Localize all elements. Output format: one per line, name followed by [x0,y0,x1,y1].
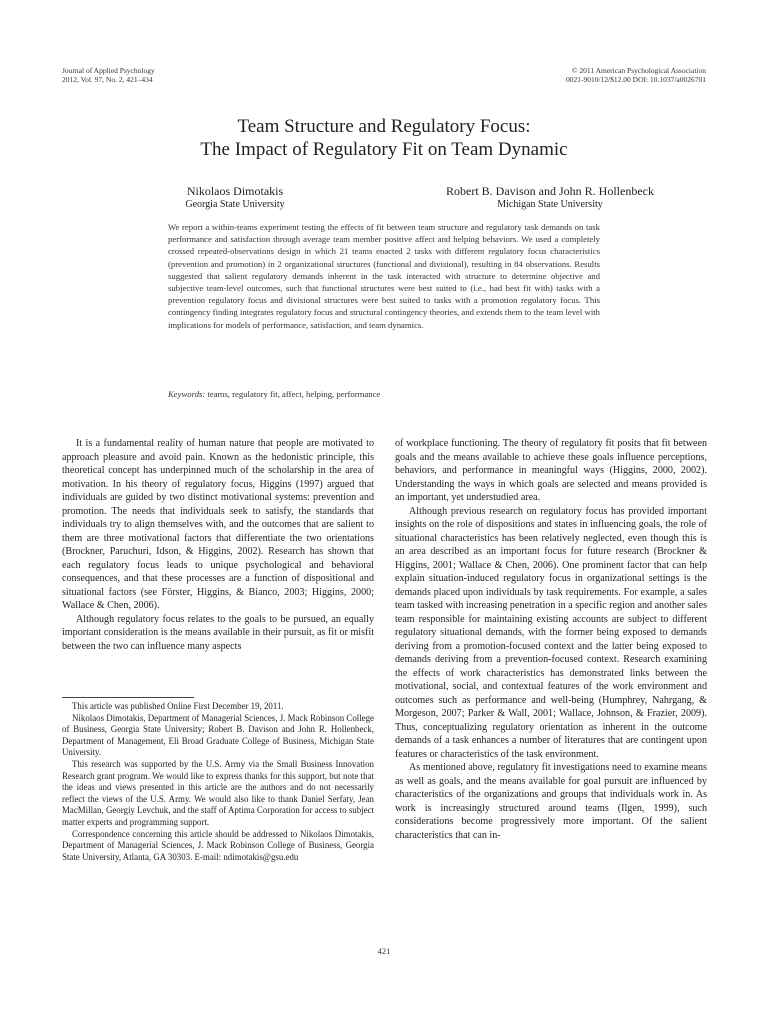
copyright-header [566,66,706,84]
body-column-left [62,437,374,653]
keywords-list: teams, regulatory fit, affect, helping, performance [205,389,381,399]
keywords-label: Keywords: [168,389,206,399]
doi-line: 0021-9010/12/$12.00 DOI: 10.1037/a0026701 [566,75,706,84]
author-block-2 [410,184,690,211]
journal-name: Journal of Applied Psychology [62,66,155,75]
author-affiliation: Michigan State University [497,199,603,210]
body-paragraph: It is a fundamental reality of human nature that people are motivated to approach pleasure and avoid pain. Known as the hedonistic principle, this theoretical concept has underpinned much of the scholarship in the area of motivation. In his theory of regulatory focus, Higgins (1997) argued that individuals are guided by two distinct motivational systems: prevention and promotion. The needs that individuals seek to satisfy, the standards that individuals try to align themselves with, and the outcomes that are salient to them are three motivational factors that differentiate the two orientations (Brockner, Paruchuri, Idson, & Higgins, 2002). Research has shown that each regulatory focus leads to unique psychological and behavioral consequences, and that these processes are a function of dispositional and situational factors (see Förster, Higgins, & Bianco, 2003; Higgins, 2000; Wallace & Chen, 2006). [62,438,374,611]
footnote: This article was published Online First December 19, 2011. [72,701,284,711]
abstract: We report a within-teams experiment testing the effects of fit between team structure and regulatory task demands on task performance and satisfaction through average team member positive affect and helping behaviors. We used a completely crossed repeated-observations design in which 21 teams enacted 2 tasks with different regulatory focus characteristics (prevention and promotion) in 2 organizational structures (functional and divisional), resulting in 84 observations. Results suggested that salient regulatory demands inherent in the task interacted with structure to determine objective and subjective team-level outcomes, such that functional structures were best suited to (i.e., had best fit with) tasks with a prevention regulatory focus and divisional structures were best suited to tasks with a promotion regulatory focus. This contingency finding integrates regulatory focus and structural contingency theories, and extends them to the team level with implications for models of performance, satisfaction, and team dynamics. [168,222,600,330]
copyright-notice: © 2011 American Psychological Association [571,66,706,75]
author-name: Robert B. Davison and John R. Hollenbeck [446,184,654,198]
author-name: Nikolaos Dimotakis [186,184,284,198]
body-column-right [395,437,707,842]
body-paragraph: Although previous research on regulatory focus has provided important insights on the role of dispositions and states in influencing goals, the role of situational characteristics has been relatively neglected, even though this is an area described as an important focus for future research (Brockner & Higgins, 2001; Wallace & Chen, 2006). One prominent factor that can help explain situation-induced regulatory focus in organizational settings is the demands placed upon individuals by task requirements. For example, a sales team tasked with increasing penetration in a specific region and another sales team responsible for maintaining existing accounts are subject to different regulatory situational demands, with the former being exposed to demands deriving from a promotion-focused context and the latter being exposed to demands deriving from a prevention-focused context. Research examining the effects of work characteristics has demonstrated links between the motivational, social, and contextual features of the work environment and outcomes such as performance and well-being (Humphrey, Nahrgang, & Morgeson, 2007; Parker & Wall, 2001; Wallace, Johnson, & Frazier, 2009). Thus, conceptualizing regulatory orientation as inherent in the outcome demands of a task enhances a number of literatures that are contingent upon features or characteristics of the task environment. [395,505,707,760]
body-paragraph: As mentioned above, regulatory fit investigations need to examine means as well as goals, and the means available for goal pursuit are influenced by characteristics of the organizations and groups that individuals work in. As work is increasingly structured around teams (Ilgen, 1999), such considerations become progressively more important. Of the salient characteristics that can in- [395,762,707,841]
footnote-divider [62,697,194,698]
author-block-1 [155,184,315,211]
footnote: Nikolaos Dimotakis, Department of Managerial Sciences, J. Mack Robinson College of Business, Georgia State University; Robert B. Davison and John R. Hollenbeck, Department of Management, Eli Broad Graduate College of Business, Michigan State University. [62,712,374,758]
body-paragraph-continued: of workplace functioning. The theory of regulatory fit posits that fit between goals and the means available to achieve these goals influence perceptions, behaviors, and performance in meaningful ways (Higgins, 2000, 2002). Understanding the ways in which goals are selected and means provided is an important, yet understudied area. [395,438,707,503]
footnotes [62,701,374,863]
page-number: 421 [377,946,391,956]
footnote: This research was supported by the U.S. Army via the Small Business Innovation Research grant program. We would like to express thanks for this support, but note that the ideas and views presented in this article are the authors and do not necessarily reflect the views of the U.S. Army. We would also like to thank Daniel Serfaty, Jean MacMillan, Georgiy Levchuk, and the staff of Aptima Corporation for access to subject matter experts and programming support. [62,758,374,827]
keywords [168,388,600,400]
author-affiliation: Georgia State University [185,199,285,210]
body-paragraph: Although regulatory focus relates to the goals to be pursued, an equally important consideration is the means available in their pursuit, as fit or misfit between the two can influence many aspects [62,613,374,652]
footnote: Correspondence concerning this article should be addressed to Nikolaos Dimotakis, Department of Managerial Sciences, J. Mack Robinson College of Business, Georgia State University, Atlanta, GA 30303. E-mail: ndimotakis@gsu.edu [62,828,374,862]
journal-header [62,66,155,84]
title-line-2: The Impact of Regulatory Fit on Team Dynamic [200,139,568,160]
journal-volume: 2012, Vol. 97, No. 2, 421–434 [62,75,153,84]
title-line-1: Team Structure and Regulatory Focus: [237,116,531,137]
article-title [0,115,768,161]
